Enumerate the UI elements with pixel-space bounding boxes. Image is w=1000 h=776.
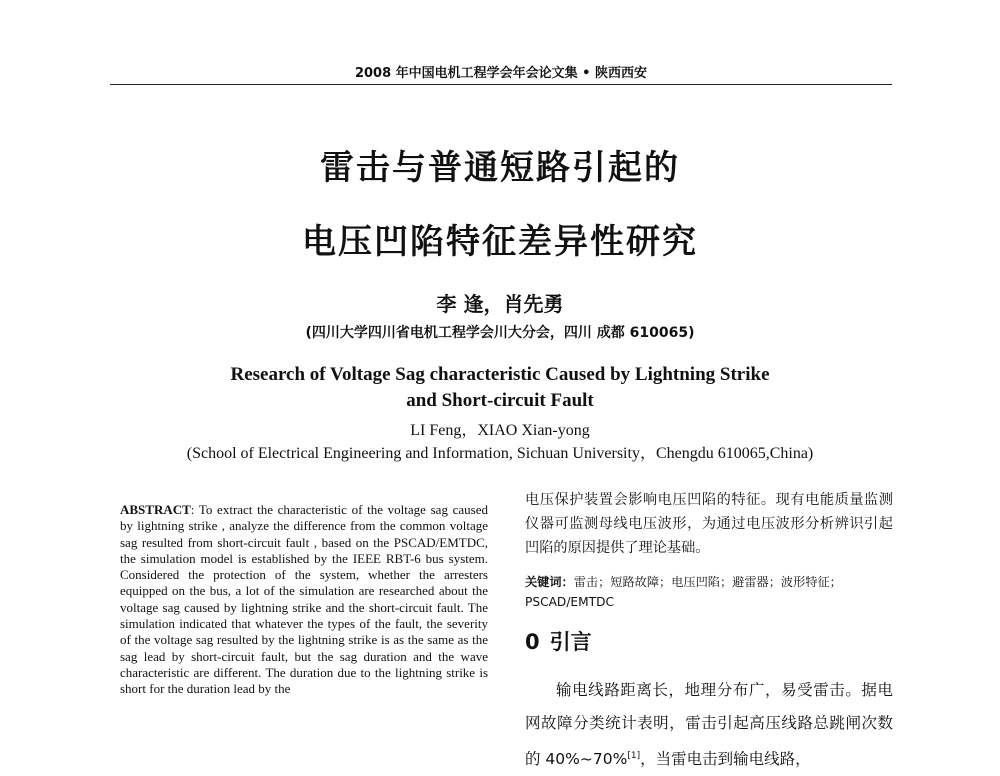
abstract-label: ABSTRACT: [120, 502, 191, 517]
right-column: [525, 488, 893, 776]
title-cn-line-1: 雷击与普通短路引起的: [320, 148, 680, 188]
title-cn-line-2: 电压凹陷特征差异性研究: [302, 222, 698, 262]
authors-en: LI Feng，XIAO Xian-yong: [410, 422, 590, 439]
abstract-text: : To extract the characteristic of the voltage sag caused by lightning strike , analyze the difference from the common voltage sag resulted from short-circuit fault , based on the PSCAD/EMTDC, the simulation model is established by the IEEE RBT-6 bus system. Considered the protection of the system, whether the arresters equipped on the bus, a lot of the simulation are researched about the voltage sag caused by lightning strike and the short-circuit fault. The simulation indicated that whatever the types of the fault, the severity of the voltage sag resulted by the lightning strike is as the same as the sag lead by short-circuit fault, but the sag duration and the wave characteristic are different. The duration due to the lightning strike is short for the duration lead by the: [120, 502, 488, 697]
abstract-en: [120, 502, 488, 698]
section-number: 0: [525, 630, 540, 654]
intro-text-part-1: 输电线路距离长，地理分布广，易受雷击。据电网故障分类统计表明，雷击引起高压线路总跳闸次数的 40%~70%: [525, 681, 893, 769]
running-head: 2008 年中国电机工程学会年会论文集 • 陕西西安: [354, 66, 648, 81]
affiliation-en: (School of Electrical Engineering and Information, Sichuan University，Chengdu 610065,China): [186, 445, 814, 462]
header-rule: [110, 84, 892, 85]
title-en-line-1: Research of Voltage Sag characteristic Caused by Lightning Strike: [230, 364, 770, 385]
title-en-line-2: and Short-circuit Fault: [406, 390, 594, 411]
abstract-cn: 电压保护装置会影响电压凹陷的特征。现有电能质量监测仪器可监测母线电压波形，为通过电压波形分析辨识引起凹陷的原因提供了理论基础。: [525, 492, 893, 556]
keywords: [525, 572, 893, 612]
authors-cn: 李 逢，肖先勇: [436, 292, 564, 316]
citation-1[interactable]: [1]: [627, 751, 641, 761]
intro-paragraph: [525, 674, 893, 776]
intro-text-part-2: ，当雷电击到输电线路，: [640, 750, 811, 769]
affiliation-cn: (四川大学四川省电机工程学会川大分会，四川 成都 610065): [305, 325, 695, 341]
section-title: 引言: [549, 630, 592, 654]
keywords-label: 关键词：: [525, 575, 574, 589]
keywords-text: 雷击；短路故障；电压凹陷；避雷器；波形特征；PSCAD/EMTDC: [525, 575, 842, 609]
section-heading: [525, 626, 893, 656]
